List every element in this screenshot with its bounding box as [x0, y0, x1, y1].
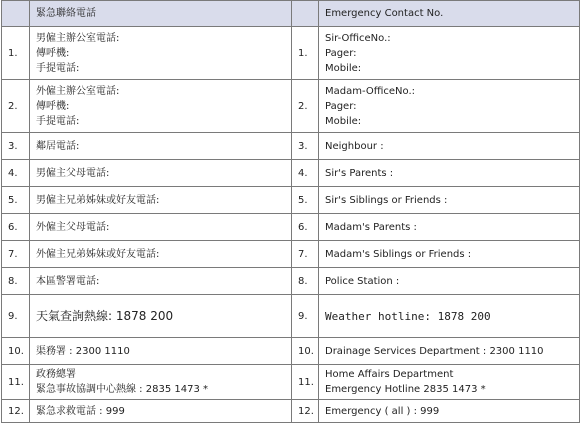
row-number: 10. — [292, 338, 319, 365]
zh-cell — [30, 80, 292, 133]
row-number: 4. — [292, 160, 319, 187]
en-cell: Police Station : — [319, 268, 580, 295]
en-line: Emergency Hotline 2835 1473 * — [325, 384, 486, 395]
zh-cell: 渠務署 : 2300 1110 — [30, 338, 292, 365]
row-number: 7. — [292, 241, 319, 268]
zh-cell: 男僱主父母電話: — [30, 160, 292, 187]
zh-cell — [30, 365, 292, 400]
row-number: 12. — [2, 400, 30, 423]
table-row — [2, 295, 580, 338]
zh-line: 男僱主辦公室電話: — [36, 32, 120, 44]
en-cell: Madam's Parents : — [319, 214, 580, 241]
zh-cell: 男僱主兄弟姊妹或好友電話: — [30, 187, 292, 214]
header-blank-cell — [292, 1, 319, 27]
table-row — [2, 338, 580, 365]
table-row — [2, 400, 580, 423]
row-number: 8. — [2, 268, 30, 295]
row-number: 4. — [2, 160, 30, 187]
emergency-contact-table — [1, 0, 580, 423]
row-number: 1. — [292, 27, 319, 80]
row-number: 11. — [292, 365, 319, 400]
table-row — [2, 241, 580, 268]
zh-header: 緊急聯絡電話 — [30, 1, 292, 27]
zh-cell: 天氣查詢熱線: 1878 200 — [30, 295, 292, 338]
row-number: 2. — [292, 80, 319, 133]
zh-cell: 本區警署電話: — [30, 268, 292, 295]
row-number: 3. — [292, 133, 319, 160]
zh-line: 傳呼機: — [36, 100, 70, 112]
table-row — [2, 27, 580, 80]
en-line: Pager: — [325, 100, 357, 112]
zh-line: 手提電話: — [36, 115, 80, 127]
row-number: 8. — [292, 268, 319, 295]
table-row — [2, 80, 580, 133]
en-cell: Weather hotline: 1878 200 — [319, 295, 580, 338]
table-row — [2, 214, 580, 241]
en-cell — [319, 80, 580, 133]
header-blank-cell — [2, 1, 30, 27]
row-number: 5. — [2, 187, 30, 214]
zh-line: 緊急事故協調中心熱線 : 2835 1473 * — [36, 384, 208, 395]
row-number: 2. — [2, 80, 30, 133]
table-row — [2, 268, 580, 295]
zh-cell — [30, 27, 292, 80]
en-cell: Madam's Siblings or Friends : — [319, 241, 580, 268]
row-number: 9. — [2, 295, 30, 338]
table-header-row — [2, 1, 580, 27]
row-number: 10. — [2, 338, 30, 365]
en-line: Mobile: — [325, 62, 362, 74]
zh-line: 手提電話: — [36, 62, 80, 74]
row-number: 12. — [292, 400, 319, 423]
row-number: 1. — [2, 27, 30, 80]
en-cell: Neighbour : — [319, 133, 580, 160]
table-row — [2, 365, 580, 400]
en-line: Sir-OfficeNo.: — [325, 32, 391, 44]
en-cell: Sir's Siblings or Friends : — [319, 187, 580, 214]
zh-cell: 緊急求救電話 : 999 — [30, 400, 292, 423]
row-number: 9. — [292, 295, 319, 338]
en-header: Emergency Contact No. — [319, 1, 580, 27]
zh-line: 傳呼機: — [36, 47, 70, 59]
zh-cell: 外僱主父母電話: — [30, 214, 292, 241]
table-row — [2, 133, 580, 160]
en-cell: Emergency ( all ) : 999 — [319, 400, 580, 423]
en-line: Mobile: — [325, 115, 362, 127]
zh-cell: 鄰居電話: — [30, 133, 292, 160]
en-cell: Sir's Parents : — [319, 160, 580, 187]
en-line: Home Affairs Department — [325, 369, 454, 380]
row-number: 6. — [292, 214, 319, 241]
zh-cell: 外僱主兄弟姊妹或好友電話: — [30, 241, 292, 268]
row-number: 11. — [2, 365, 30, 400]
table-row — [2, 187, 580, 214]
zh-line: 外僱主辦公室電話: — [36, 85, 120, 97]
en-cell — [319, 27, 580, 80]
en-cell — [319, 365, 580, 400]
en-cell: Drainage Services Department : 2300 1110 — [319, 338, 580, 365]
en-line: Madam-OfficeNo.: — [325, 85, 416, 97]
row-number: 3. — [2, 133, 30, 160]
row-number: 6. — [2, 214, 30, 241]
zh-line: 政務總署 — [36, 369, 76, 380]
en-line: Pager: — [325, 47, 357, 59]
row-number: 5. — [292, 187, 319, 214]
row-number: 7. — [2, 241, 30, 268]
table-row — [2, 160, 580, 187]
